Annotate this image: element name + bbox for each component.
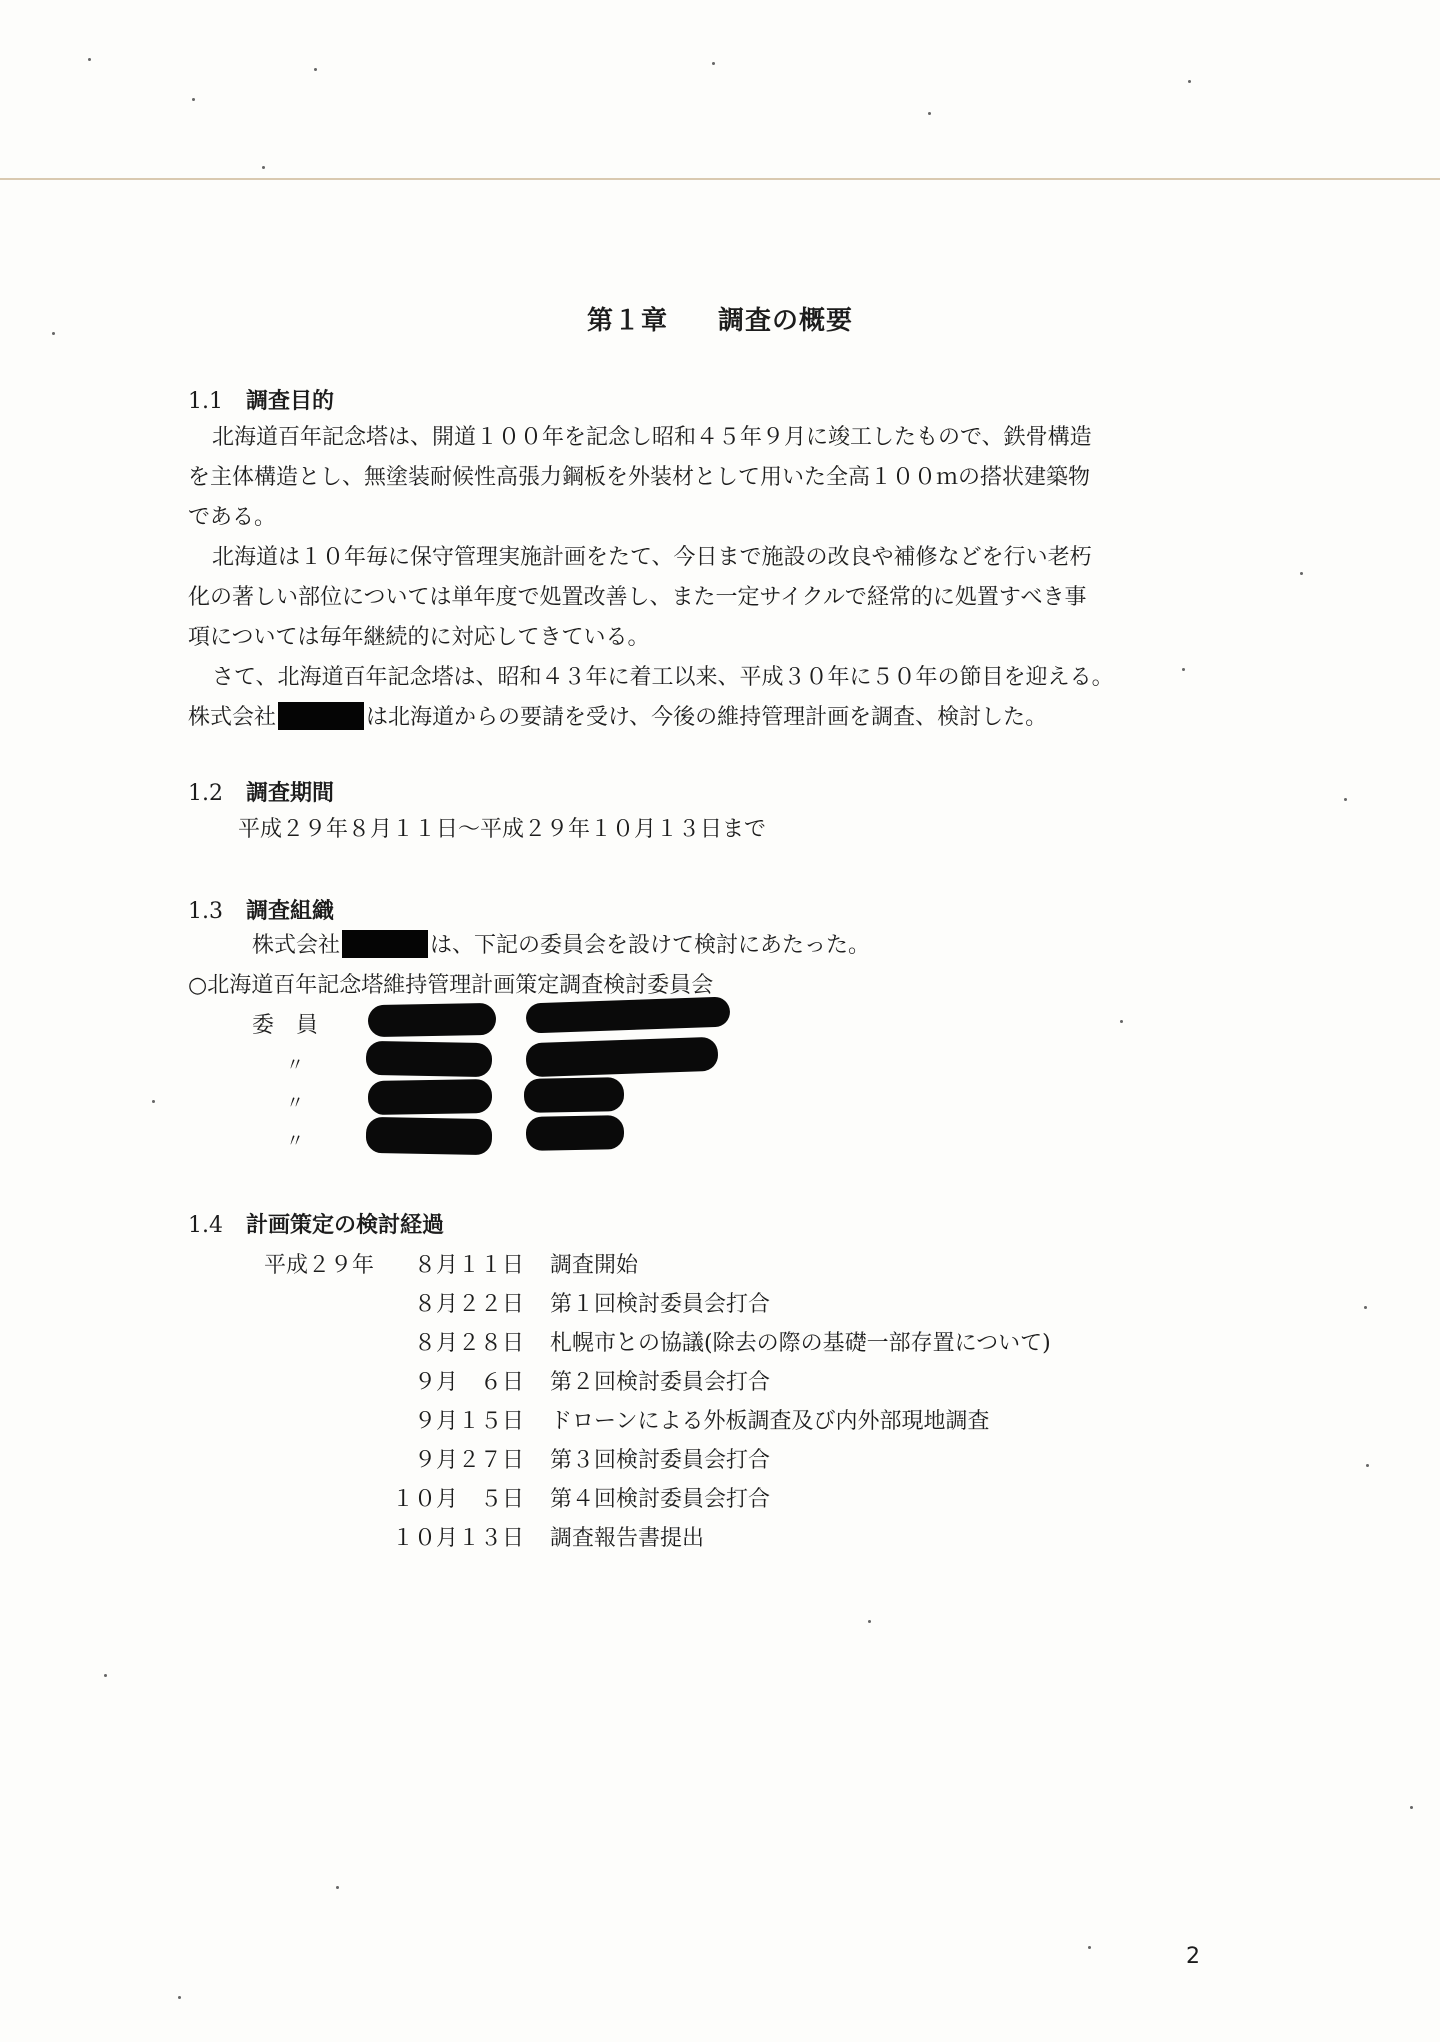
section-heading-1-3: [188, 894, 334, 925]
paragraph-line: である。: [188, 505, 277, 530]
section-number: 1.2: [188, 781, 223, 806]
timeline-event: 第３回検討委員会打合: [550, 1448, 771, 1473]
timeline-date: ９月２７日: [413, 1448, 524, 1473]
timeline-event: 第２回検討委員会打合: [550, 1370, 771, 1395]
timeline-date: ９月 ６日: [413, 1370, 524, 1395]
paragraph-line: を主体構造とし、無塗装耐候性高張力鋼板を外装材として用いた全高１００ｍの搭状建築物: [188, 465, 1091, 490]
redaction-bar: [342, 930, 428, 958]
timeline-event: ドローンによる外板調査及び内外部現地調査: [550, 1409, 990, 1434]
redaction-blob: [526, 996, 731, 1033]
timeline-event: 調査開始: [550, 1253, 639, 1278]
redaction-blob: [526, 1115, 625, 1151]
timeline-date: ８月１１日: [413, 1253, 524, 1278]
ditto-mark: 〃: [286, 1093, 304, 1114]
timeline-date: ８月２２日: [413, 1292, 524, 1317]
section-number: 1.4: [188, 1213, 223, 1238]
chapter-title: [0, 300, 1440, 337]
timeline-event: 調査報告書提出: [550, 1526, 705, 1551]
section-heading-1-2: [188, 776, 334, 807]
timeline-event: 札幌市との協議(除去の際の基礎一部存置について): [550, 1331, 1051, 1356]
scan-fold-line: [0, 178, 1440, 180]
timeline-date: １０月１３日: [391, 1526, 524, 1551]
committee-name: ○北海道百年記念塔維持管理計画策定調査検討委員会: [188, 973, 714, 998]
company-suffix: は、下記の委員会を設けて検討にあたった。: [430, 933, 871, 958]
timeline-event: 第４回検討委員会打合: [550, 1487, 771, 1512]
company-suffix: は北海道からの要請を受け、今後の維持管理計画を調査、検討した。: [366, 705, 1048, 730]
section-heading-1-1: [188, 384, 334, 415]
redaction-blob: [366, 1117, 493, 1155]
redaction-blob: [368, 1079, 493, 1115]
section-title: 計画策定の検討経過: [246, 1212, 445, 1238]
section-title: 調査目的: [246, 388, 335, 414]
timeline-date: １０月 ５日: [391, 1487, 524, 1512]
paragraph-line: さて、北海道百年記念塔は、昭和４３年に着工以来、平成３０年に５０年の節目を迎える。: [212, 665, 1114, 690]
member-label: 委 員: [252, 1013, 319, 1038]
section-number: 1.1: [188, 389, 223, 414]
section-heading-1-4: [188, 1208, 444, 1239]
section-title: 調査組織: [246, 898, 335, 924]
company-prefix: 株式会社: [188, 705, 277, 730]
paragraph-line: 化の著しい部位については単年度で処置改善し、また一定サイクルで経常的に処置すべき事: [188, 585, 1087, 610]
section-title: 調査期間: [246, 780, 335, 806]
paragraph-line: 北海道百年記念塔は、開道１００年を記念し昭和４５年９月に竣工したもので、鉄骨構造: [212, 425, 1092, 450]
paragraph-line: [188, 698, 1114, 738]
company-prefix: 株式会社: [252, 933, 341, 958]
chapter-name: 調査の概要: [718, 306, 854, 336]
timeline-year: 平成２９年: [264, 1253, 375, 1278]
ditto-mark: 〃: [286, 1055, 304, 1076]
page-number: 2: [1186, 1944, 1200, 1969]
timeline-date: ９月１５日: [413, 1409, 524, 1434]
paragraph-line: 項については毎年継続的に対応してきている。: [188, 625, 650, 650]
section-number: 1.3: [188, 899, 223, 924]
ditto-mark: 〃: [286, 1131, 304, 1152]
redaction-blob: [368, 1003, 497, 1037]
section-1-1-body: [188, 418, 1114, 738]
timeline-date: ８月２８日: [413, 1331, 524, 1356]
survey-period: 平成２９年８月１１日～平成２９年１０月１３日まで: [238, 817, 767, 842]
redaction-blob: [366, 1041, 493, 1077]
redaction-bar: [278, 702, 364, 730]
redaction-blob: [525, 1037, 718, 1078]
organization-line: [252, 926, 870, 966]
timeline-event: 第１回検討委員会打合: [550, 1292, 771, 1317]
redaction-blob: [524, 1077, 625, 1113]
chapter-number: 第１章: [586, 306, 668, 336]
paragraph-line: 北海道は１０年毎に保守管理実施計画をたて、今日まで施設の改良や補修などを行い老朽: [212, 545, 1092, 570]
